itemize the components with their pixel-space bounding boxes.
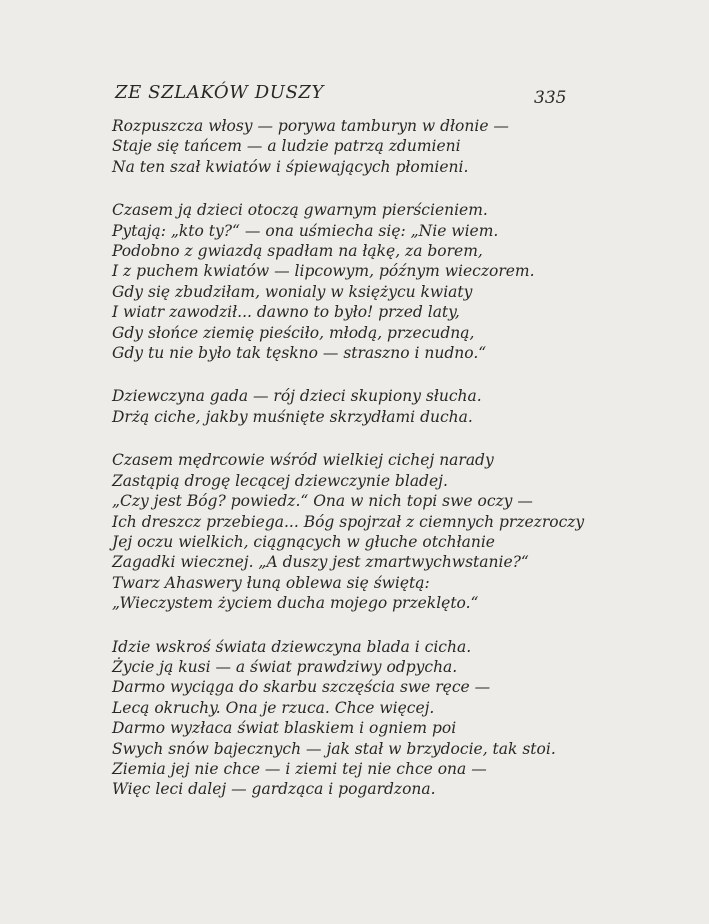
- stanza-5: [112, 637, 582, 800]
- stanza-2: [112, 200, 582, 363]
- poem-line: Ziemia jej nie chce — i ziemi tej nie chce ona —: [112, 759, 487, 778]
- poem-line: I wiatr zawodził... dawno to było! przed laty,: [112, 303, 460, 322]
- stanza-1: [112, 116, 582, 177]
- poem-line: Na ten szał kwiatów i śpiewających płomieni.: [112, 157, 469, 176]
- poem-line: Darmo wyciąga do skarbu szczęścia swe ręce —: [112, 678, 491, 697]
- poem-line: Podobno z gwiazdą spadłam na łąkę, za borem,: [112, 242, 483, 261]
- poem-line: Twarz Ahaswery łuną oblewa się świętą:: [112, 573, 430, 592]
- poem-line: Gdy się zbudziłam, wonialy w księżycu kwiaty: [112, 282, 473, 301]
- poem-line: Gdy tu nie było tak tęskno — straszno i nudno.“: [112, 344, 487, 363]
- poem-line: Życie ją kusi — a świat prawdziwy odpycha.: [112, 657, 458, 676]
- poem-line: „Czy jest Bóg? powiedz.“ Ona w nich topi swe oczy —: [112, 492, 533, 511]
- poem-line: Jej oczu wielkich, ciągnących w głuche otchłanie: [112, 532, 495, 551]
- poem-line: Czasem mędrcowie wśród wielkiej cichej narady: [112, 451, 494, 470]
- stanza-3: [112, 386, 582, 427]
- poem-line: Drżą ciche, jakby muśnięte skrzydłami ducha.: [112, 407, 473, 426]
- poem-line: Więc leci dalej — gardząca i pogardzona.: [112, 780, 436, 799]
- poem-line: Zastąpią drogę lecącej dziewczynie bladej.: [112, 471, 448, 490]
- poem-line: Lecą okruchy. Ona je rzuca. Chce więcej.: [112, 698, 435, 717]
- poem-line: Dziewczyna gada — rój dzieci skupiony słucha.: [112, 387, 482, 406]
- poem-line: Darmo wyzłaca świat blaskiem i ogniem poi: [112, 719, 457, 738]
- poem-line: Idzie wskroś świata dziewczyna blada i cicha.: [112, 637, 472, 656]
- poem-line: Gdy słońce ziemię pieściło, młodą, przecudną,: [112, 323, 475, 342]
- poem-line: Pytają: „kto ty?“ — ona uśmiecha się: „Nie wiem.: [112, 221, 499, 240]
- poem-body: [112, 116, 585, 823]
- stanza-4: [112, 450, 585, 613]
- poem-line: Swych snów bajecznych — jak stał w brzydocie, tak stoi.: [112, 739, 556, 758]
- poem-line: Ich dreszcz przebiega... Bóg spojrzał z ciemnych przezroczy: [112, 512, 585, 531]
- poem-line: Staje się tańcem — a ludzie patrzą zdumieni: [112, 137, 461, 156]
- poem-line: Rozpuszcza włosy — porywa tamburyn w dłonie —: [112, 117, 509, 135]
- poem-line: Czasem ją dzieci otoczą gwarnym pierścieniem.: [112, 201, 488, 220]
- poem-line: „Wieczystem życiem ducha mojego przeklęto.“: [112, 594, 479, 613]
- running-header-title: ZE SZLAKÓW DUSZY: [115, 82, 325, 103]
- poem-line: Zagadki wiecznej. „A duszy jest zmartwychwstanie?“: [112, 553, 529, 572]
- poem-line: I z puchem kwiatów — lipcowym, późnym wieczorem.: [112, 262, 535, 281]
- page-number: 335: [534, 88, 567, 108]
